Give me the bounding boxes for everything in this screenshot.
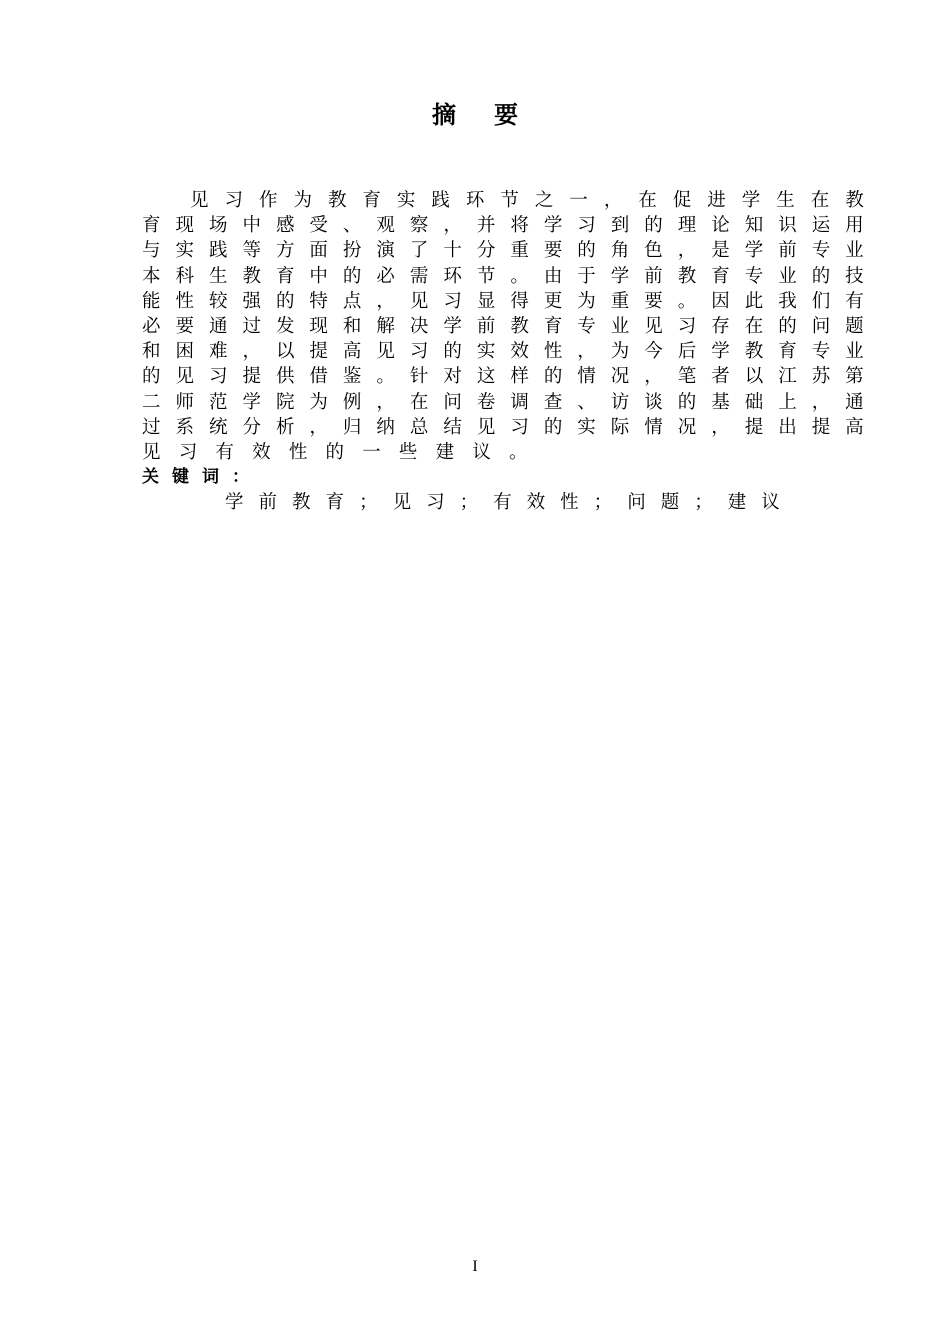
glyph: 的 xyxy=(811,265,831,287)
glyph: 效 xyxy=(526,492,546,513)
glyph: 解 xyxy=(376,315,395,337)
glyph: 的 xyxy=(325,441,345,463)
glyph: 这 xyxy=(476,366,496,388)
glyph: 中 xyxy=(242,215,261,237)
glyph: 的 xyxy=(677,391,697,413)
abstract-line xyxy=(142,440,864,465)
glyph: 以 xyxy=(275,341,295,363)
glyph: 在 xyxy=(744,315,764,337)
glyph: 对 xyxy=(443,366,462,388)
glyph: 特 xyxy=(309,290,328,312)
glyph: 分 xyxy=(476,240,496,262)
glyph: 育 xyxy=(275,265,295,287)
glyph: 感 xyxy=(275,215,295,237)
glyph: 生 xyxy=(208,265,228,287)
glyph: 生 xyxy=(776,190,795,211)
glyph: 到 xyxy=(610,215,630,237)
glyph: 扮 xyxy=(342,240,362,262)
glyph: 方 xyxy=(275,240,295,262)
glyph: 谈 xyxy=(644,391,663,413)
glyph: 和 xyxy=(342,315,362,337)
glyph: 的 xyxy=(543,416,563,438)
glyph: 之 xyxy=(534,190,554,211)
glyph: 育 xyxy=(325,492,345,513)
glyph: 、 xyxy=(342,215,362,237)
glyph: 的 xyxy=(142,366,161,388)
glyph: 提 xyxy=(309,341,328,363)
glyph: 环 xyxy=(443,265,462,287)
glyph: 今 xyxy=(644,341,663,363)
glyph: ， xyxy=(811,391,831,413)
abstract-line xyxy=(142,289,864,314)
glyph: ， xyxy=(577,341,596,363)
glyph: ， xyxy=(644,366,663,388)
glyph: 查 xyxy=(543,391,563,413)
glyph: 的 xyxy=(644,215,663,237)
glyph: 。 xyxy=(677,290,697,312)
glyph: 要 xyxy=(543,240,563,262)
glyph: 中 xyxy=(309,265,328,287)
glyph: 能 xyxy=(142,290,161,312)
glyph: 践 xyxy=(208,240,228,262)
glyph: 高 xyxy=(845,416,864,438)
glyph: 础 xyxy=(744,391,764,413)
glyph: 育 xyxy=(362,190,381,211)
glyph: 为 xyxy=(309,391,328,413)
glyph: 教 xyxy=(292,492,311,513)
glyph: 情 xyxy=(577,366,596,388)
glyph: 效 xyxy=(510,341,529,363)
glyph: 实 xyxy=(175,240,194,262)
glyph: 习 xyxy=(208,366,228,388)
glyph: 以 xyxy=(744,366,764,388)
glyph: 察 xyxy=(409,215,429,237)
glyph: 性 xyxy=(543,341,563,363)
glyph: 建 xyxy=(435,441,455,463)
glyph: 基 xyxy=(711,391,730,413)
glyph: 专 xyxy=(577,315,596,337)
glyph: 苏 xyxy=(811,366,831,388)
glyph: 通 xyxy=(208,315,228,337)
glyph: 因 xyxy=(711,290,730,312)
glyph: 访 xyxy=(610,391,630,413)
page-number: I xyxy=(472,1258,478,1275)
glyph: 将 xyxy=(510,215,529,237)
glyph: 建 xyxy=(727,492,747,513)
glyph: 科 xyxy=(175,265,194,287)
glyph: 过 xyxy=(242,315,261,337)
glyph: 育 xyxy=(142,215,161,237)
glyph: 调 xyxy=(510,391,529,413)
glyph: 。 xyxy=(510,265,529,287)
glyph: 专 xyxy=(744,265,764,287)
glyph: 的 xyxy=(577,240,596,262)
glyph: 一 xyxy=(362,441,381,463)
glyph: 院 xyxy=(275,391,295,413)
glyph: 教 xyxy=(327,190,347,211)
glyph: 重 xyxy=(510,240,529,262)
glyph: 学 xyxy=(242,391,261,413)
glyph: 鉴 xyxy=(342,366,362,388)
glyph: ， xyxy=(309,416,328,438)
glyph: 纳 xyxy=(376,416,395,438)
glyph: ， xyxy=(443,215,462,237)
glyph: 习 xyxy=(443,290,462,312)
glyph: ， xyxy=(711,416,730,438)
glyph: 专 xyxy=(811,341,831,363)
glyph: 供 xyxy=(275,366,295,388)
glyph: 我 xyxy=(778,290,797,312)
glyph: 践 xyxy=(431,190,450,211)
glyph: 习 xyxy=(577,215,596,237)
abstract-line xyxy=(142,339,864,364)
glyph: ， xyxy=(242,341,261,363)
glyph: 教 xyxy=(510,315,529,337)
abstract-line xyxy=(142,390,864,415)
glyph: 为 xyxy=(577,290,596,312)
glyph: ； xyxy=(459,492,479,513)
glyph: 分 xyxy=(242,416,261,438)
glyph: 在 xyxy=(409,391,429,413)
abstract-line xyxy=(142,238,864,263)
glyph: 习 xyxy=(224,190,243,211)
glyph: 要 xyxy=(644,290,663,312)
glyph: 困 xyxy=(175,341,194,363)
glyph: 性 xyxy=(288,441,308,463)
glyph: 见 xyxy=(644,315,663,337)
glyph: 归 xyxy=(342,416,362,438)
glyph: 提 xyxy=(811,416,831,438)
glyph: 性 xyxy=(560,492,579,513)
glyph: 笔 xyxy=(677,366,697,388)
glyph: 问 xyxy=(627,492,646,513)
glyph: 见 xyxy=(409,290,429,312)
glyph: 必 xyxy=(142,315,161,337)
glyph: 理 xyxy=(677,215,697,237)
glyph: 在 xyxy=(638,190,657,211)
glyph: 场 xyxy=(208,215,228,237)
glyph: 学 xyxy=(711,341,730,363)
glyph: ， xyxy=(677,240,697,262)
glyph: 得 xyxy=(510,290,529,312)
abstract-line xyxy=(142,264,864,289)
glyph: 业 xyxy=(778,265,797,287)
glyph: 借 xyxy=(309,366,328,388)
glyph: 针 xyxy=(409,366,429,388)
glyph: 习 xyxy=(426,492,445,513)
glyph: 提 xyxy=(744,416,764,438)
glyph: 通 xyxy=(845,391,864,413)
abstract-line xyxy=(142,314,864,339)
glyph: 运 xyxy=(811,215,831,237)
glyph: 师 xyxy=(175,391,194,413)
glyph: 、 xyxy=(577,391,596,413)
glyph: 况 xyxy=(677,416,697,438)
glyph: 。 xyxy=(376,366,395,388)
abstract-line xyxy=(142,415,864,440)
abstract-line xyxy=(142,213,864,238)
glyph: 教 xyxy=(242,265,261,287)
glyph: ； xyxy=(593,492,613,513)
glyph: 前 xyxy=(476,315,496,337)
glyph: 此 xyxy=(744,290,764,312)
glyph: 由 xyxy=(543,265,563,287)
glyph: 发 xyxy=(275,315,295,337)
glyph: 例 xyxy=(342,391,362,413)
glyph: 卷 xyxy=(476,391,496,413)
glyph: 见 xyxy=(175,366,194,388)
glyph: ； xyxy=(694,492,713,513)
glyph: 专 xyxy=(811,240,831,262)
glyph: 际 xyxy=(610,416,630,438)
glyph: 习 xyxy=(510,416,529,438)
glyph: 二 xyxy=(142,391,161,413)
glyph: 见 xyxy=(190,190,209,211)
abstract-title: 摘要 xyxy=(432,101,556,129)
glyph: 提 xyxy=(242,366,261,388)
glyph: 决 xyxy=(409,315,429,337)
glyph: 知 xyxy=(744,215,764,237)
glyph: 进 xyxy=(707,190,726,211)
glyph: 见 xyxy=(476,416,496,438)
glyph: 习 xyxy=(677,315,697,337)
glyph: 论 xyxy=(711,215,730,237)
glyph: 现 xyxy=(175,215,194,237)
glyph: 效 xyxy=(252,441,271,463)
glyph: 需 xyxy=(409,265,429,287)
glyph: ， xyxy=(603,190,623,211)
glyph: 本 xyxy=(142,265,161,287)
glyph: 过 xyxy=(142,416,161,438)
glyph: 上 xyxy=(778,391,797,413)
glyph: 业 xyxy=(610,315,630,337)
glyph: 强 xyxy=(242,290,261,312)
glyph: 学 xyxy=(225,492,244,513)
glyph: 识 xyxy=(778,215,797,237)
glyph: 江 xyxy=(778,366,797,388)
glyph: 必 xyxy=(376,265,395,287)
glyph: 节 xyxy=(500,190,519,211)
glyph: 育 xyxy=(778,341,797,363)
glyph: 的 xyxy=(275,290,295,312)
glyph: 角 xyxy=(610,240,630,262)
glyph: ， xyxy=(376,391,395,413)
glyph: 用 xyxy=(845,215,864,237)
glyph: 促 xyxy=(672,190,692,211)
glyph: 问 xyxy=(443,391,462,413)
glyph: 。 xyxy=(509,441,528,463)
glyph: 习 xyxy=(409,341,429,363)
glyph: 教 xyxy=(845,190,864,211)
glyph: 范 xyxy=(208,391,228,413)
glyph: 议 xyxy=(472,441,491,463)
glyph: 议 xyxy=(761,492,780,513)
glyph: 们 xyxy=(811,290,831,312)
glyph: 的 xyxy=(443,341,462,363)
glyph: 有 xyxy=(845,290,864,312)
glyph: 业 xyxy=(845,240,864,262)
glyph: 前 xyxy=(778,240,797,262)
glyph: 等 xyxy=(242,240,261,262)
abstract-line xyxy=(142,364,864,389)
glyph: 显 xyxy=(476,290,496,312)
glyph: 更 xyxy=(543,290,563,312)
glyph: 总 xyxy=(409,416,429,438)
glyph: 难 xyxy=(208,341,228,363)
glyph: 前 xyxy=(644,265,663,287)
abstract-line xyxy=(142,188,864,213)
keywords-list xyxy=(225,490,780,515)
glyph: 观 xyxy=(376,215,395,237)
glyph: 见 xyxy=(376,341,395,363)
glyph: 存 xyxy=(711,315,730,337)
glyph: 一 xyxy=(569,190,588,211)
glyph: 节 xyxy=(476,265,496,287)
glyph: 有 xyxy=(493,492,512,513)
glyph: 实 xyxy=(396,190,416,211)
glyph: 育 xyxy=(711,265,730,287)
glyph: 学 xyxy=(741,190,761,211)
glyph: 见 xyxy=(392,492,412,513)
glyph: 重 xyxy=(610,290,630,312)
glyph: 面 xyxy=(309,240,328,262)
glyph: 统 xyxy=(208,416,228,438)
glyph: 题 xyxy=(845,315,864,337)
glyph: 出 xyxy=(778,416,797,438)
glyph: 情 xyxy=(644,416,663,438)
glyph: 的 xyxy=(778,315,797,337)
glyph: 并 xyxy=(476,215,496,237)
glyph: 些 xyxy=(398,441,418,463)
glyph: ； xyxy=(359,492,378,513)
glyph: 学 xyxy=(443,315,462,337)
glyph: 受 xyxy=(309,215,328,237)
glyph: 后 xyxy=(677,341,697,363)
glyph: 题 xyxy=(660,492,680,513)
glyph: 问 xyxy=(811,315,831,337)
glyph: 性 xyxy=(175,290,194,312)
glyph: 者 xyxy=(711,366,730,388)
abstract-body xyxy=(142,188,864,465)
glyph: 见 xyxy=(142,441,161,463)
glyph: ， xyxy=(376,290,395,312)
glyph: 现 xyxy=(309,315,328,337)
glyph: 结 xyxy=(443,416,462,438)
glyph: 的 xyxy=(543,366,563,388)
glyph: 是 xyxy=(711,240,730,262)
glyph: 了 xyxy=(409,240,429,262)
glyph: 环 xyxy=(465,190,485,211)
glyph: 实 xyxy=(476,341,496,363)
glyph: 和 xyxy=(142,341,161,363)
glyph: 实 xyxy=(577,416,596,438)
glyph: 作 xyxy=(258,190,278,211)
glyph: 学 xyxy=(610,265,630,287)
keywords-label: 关键词： xyxy=(142,467,262,487)
glyph: 为 xyxy=(610,341,630,363)
glyph: 系 xyxy=(175,416,194,438)
glyph: 样 xyxy=(510,366,529,388)
glyph: 学 xyxy=(543,215,563,237)
glyph: 育 xyxy=(543,315,563,337)
glyph: 要 xyxy=(175,315,194,337)
glyph: 第 xyxy=(845,366,864,388)
glyph: 析 xyxy=(275,416,295,438)
glyph: 高 xyxy=(342,341,362,363)
glyph: 习 xyxy=(178,441,198,463)
glyph: 演 xyxy=(376,240,395,262)
glyph: 色 xyxy=(644,240,663,262)
glyph: 前 xyxy=(258,492,278,513)
glyph: 较 xyxy=(208,290,228,312)
glyph: 教 xyxy=(677,265,697,287)
glyph: 十 xyxy=(443,240,462,262)
glyph: 教 xyxy=(744,341,764,363)
glyph: 技 xyxy=(845,265,864,287)
glyph: 与 xyxy=(142,240,161,262)
glyph: 的 xyxy=(342,265,362,287)
glyph: 业 xyxy=(845,341,864,363)
glyph: 点 xyxy=(342,290,362,312)
glyph: 学 xyxy=(744,240,764,262)
glyph: 况 xyxy=(610,366,630,388)
glyph: 于 xyxy=(577,265,596,287)
glyph: 有 xyxy=(215,441,234,463)
glyph: 为 xyxy=(293,190,312,211)
glyph: 在 xyxy=(810,190,830,211)
